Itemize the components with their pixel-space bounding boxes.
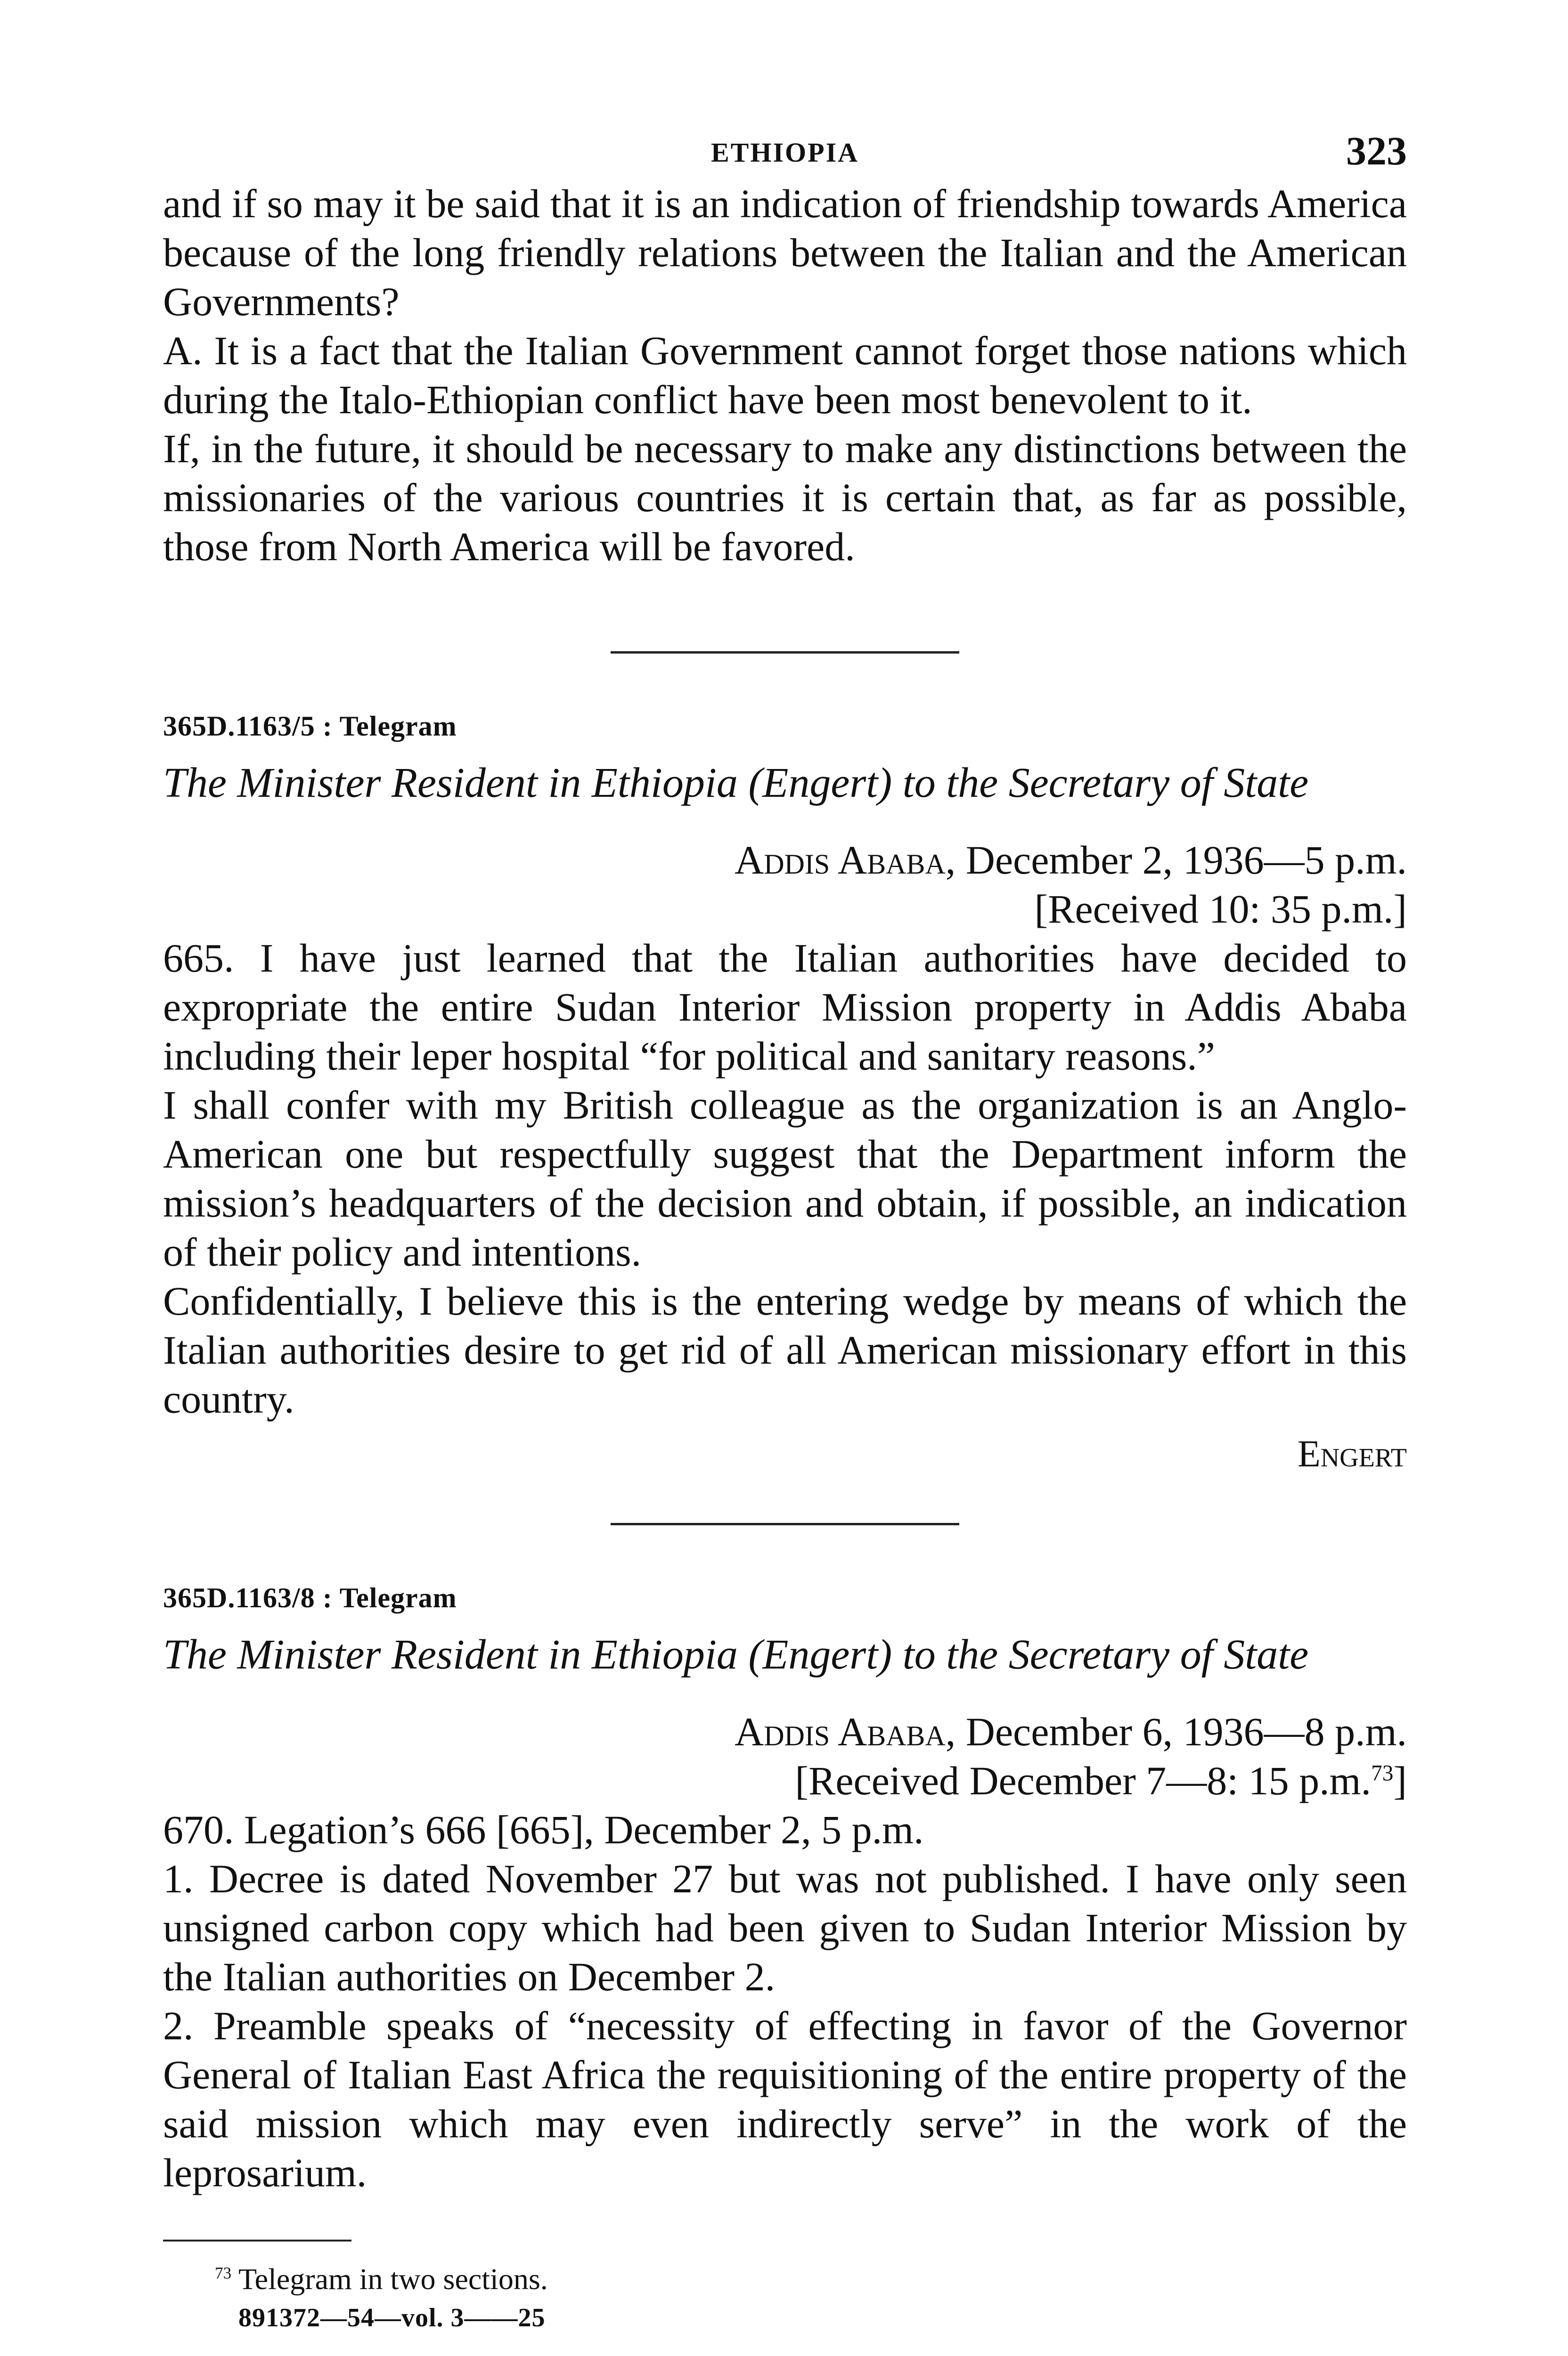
received-line: [Received 10: 35 p.m.] <box>1034 886 1407 932</box>
running-head: ETHIOPIA <box>710 137 859 168</box>
section-divider <box>611 1523 959 1525</box>
dateline-date: December 6, 1936—8 p.m. <box>965 1709 1407 1754</box>
signature: Engert <box>1297 1433 1407 1475</box>
received-line <box>163 1756 1407 1805</box>
file-reference: 365D.1163/5 : Telegram <box>163 711 457 742</box>
footnote-text: Telegram in two sections. <box>238 2262 548 2296</box>
received-close: ] <box>1393 1758 1407 1803</box>
file-reference: 365D.1163/8 : Telegram <box>163 1582 457 1613</box>
continuation-paragraph: If, in the future, it should be necessary to make any distinctions between the missionaries of the various countries it is certain that, as far as possible, those from North America will be favored. <box>163 426 1407 569</box>
dateline-date: December 2, 1936—5 p.m. <box>965 837 1407 883</box>
dateline <box>163 835 1407 884</box>
dateline-place: Addis Ababa, <box>735 1709 956 1754</box>
telegram-paragraph: 670. Legation’s 666 [665], December 2, 5 p.m. <box>163 1807 924 1852</box>
page-header <box>163 127 1407 179</box>
footnote-marker: 73 <box>215 2264 232 2282</box>
section-divider <box>611 651 959 654</box>
telegram-paragraph: Confidentially, I believe this is the entering wedge by means of which the Italian authorities desire to get rid of all American missionary effort in this country. <box>163 1278 1407 1422</box>
document-page <box>163 127 1407 2333</box>
footnote <box>163 2260 1407 2298</box>
received-text: [Received December 7—8: 15 p.m. <box>795 1758 1372 1803</box>
footnote-reference: 73 <box>1371 1761 1394 1786</box>
footnote-divider <box>163 2240 351 2241</box>
page-number: 323 <box>1346 128 1407 173</box>
telegram-paragraph: I shall confer with my British colleague as the organization is an Anglo-American one but respectfully suggest that the Department inform the mission’s headquarters of the decision and obtain, if possible, an indication of their policy and intentions. <box>163 1082 1407 1275</box>
answer-paragraph: A. It is a fact that the Italian Government cannot forget those nations which during the Italo-Ethiopian conflict have been most benevolent to it. <box>163 328 1407 422</box>
dateline <box>163 1707 1407 1756</box>
telegram-paragraph: 2. Preamble speaks of “necessity of effecting in favor of the Governor General of Italian East Africa the requisitioning of the entire property of the said mission which may even indirectly serve” in the work of the leprosarium. <box>163 2003 1407 2195</box>
telegram-paragraph: 665. I have just learned that the Italian authorities have decided to expropriate the entire Sudan Interior Mission property in Addis Ababa including their leper hospital “for political and sanitary reasons.” <box>163 935 1407 1079</box>
printer-code: 891372—54—vol. 3——25 <box>238 2303 546 2332</box>
telegram-paragraph: 1. Decree is dated November 27 but was not published. I have only seen unsigned carbon copy which had been given to Sudan Interior Mission by the Italian authorities on December 2. <box>163 1856 1407 1999</box>
document-title: The Minister Resident in Ethiopia (Engert) to the Secretary of State <box>163 760 1309 806</box>
document-title: The Minister Resident in Ethiopia (Engert) to the Secretary of State <box>163 1631 1309 1678</box>
continuation-paragraph: and if so may it be said that it is an indication of friendship towards America because of the long friendly relations between the Italian and the American Governments? <box>163 181 1407 324</box>
dateline-place: Addis Ababa, <box>735 837 956 883</box>
